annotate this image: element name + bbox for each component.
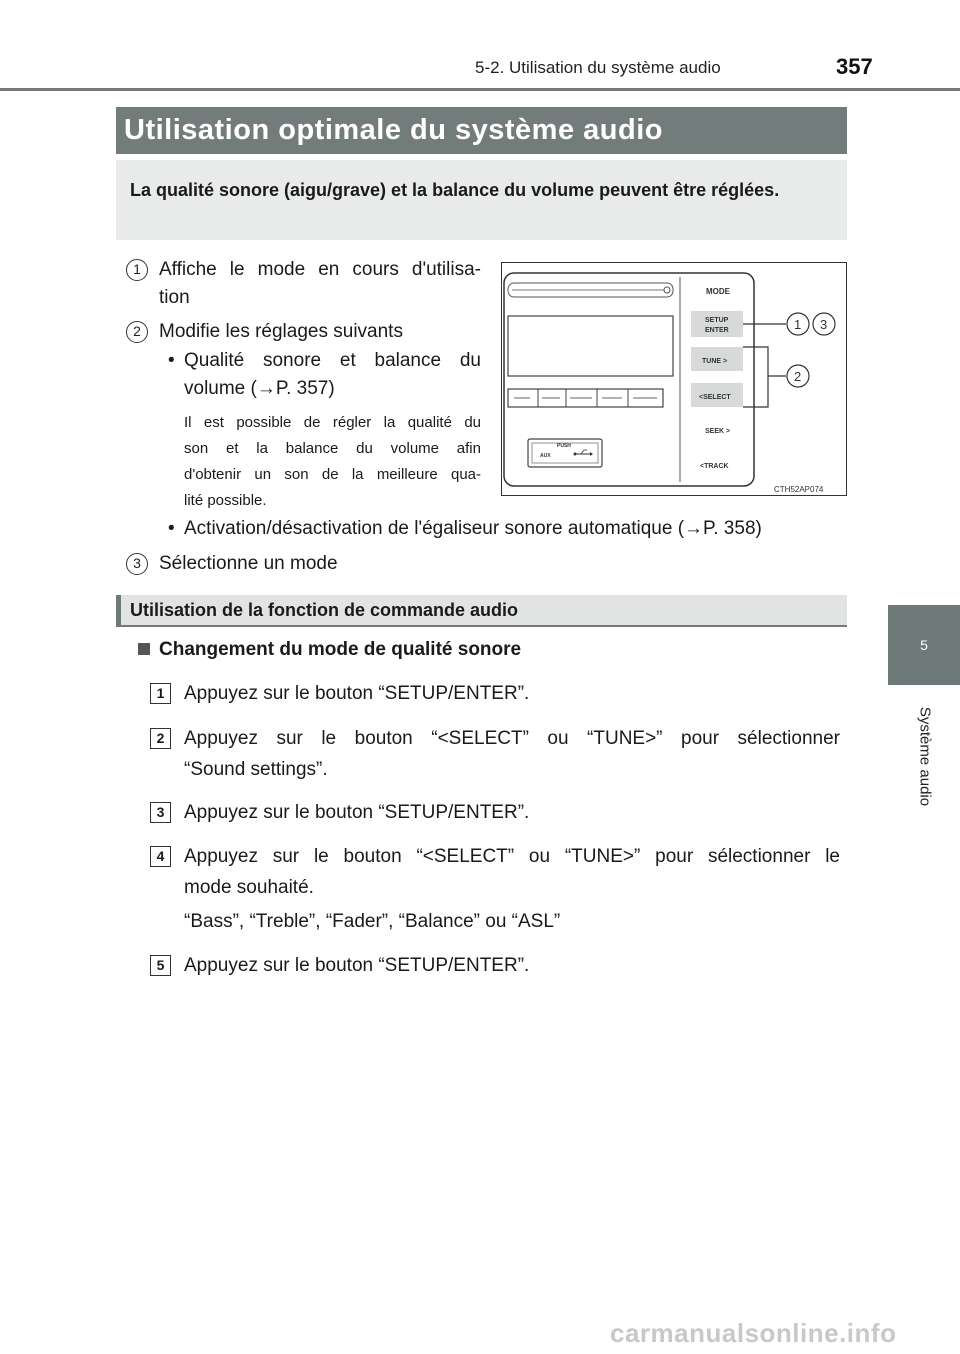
step-1-text: Appuyez sur le bouton “SETUP/ENTER”. xyxy=(184,683,530,704)
intro-text: La qualité sonore (aigu/grave) et la balance du volume peuvent être réglées. xyxy=(130,180,780,200)
tune-label: TUNE > xyxy=(702,358,728,365)
watermark: carmanualsonline.info xyxy=(610,1318,897,1348)
setup-label: SETUP xyxy=(705,317,729,324)
subsection-accent xyxy=(116,595,121,627)
figure-callout-1: 1 xyxy=(794,317,802,332)
step-1-number: 1 xyxy=(150,683,171,704)
callout-2-icon: 2 xyxy=(126,321,148,343)
step-4-text-line1: Appuyez sur le bouton “<SELECT” ou “TUNE>” pour sélectionner le xyxy=(184,846,840,867)
figure-callout-3: 3 xyxy=(820,317,828,332)
note-line-3: d'obtenir un son de la meilleure qua- xyxy=(184,466,481,483)
step-4-text-line2: mode souhaité. xyxy=(184,877,314,898)
page-number: 357 xyxy=(836,54,873,79)
square-bullet-icon xyxy=(138,643,150,655)
callout-3-icon: 3 xyxy=(126,553,148,575)
step-2-number: 2 xyxy=(150,728,171,749)
step-3-text: Appuyez sur le bouton “SETUP/ENTER”. xyxy=(184,802,530,823)
bullet-1-line1: Qualité sonore et balance du xyxy=(184,350,481,371)
note-line-4: lité possible. xyxy=(184,492,267,509)
note-line-1: Il est possible de régler la qualité du xyxy=(184,414,481,431)
step-4-options: “Bass”, “Treble”, “Fader”, “Balance” ou “ASL” xyxy=(184,911,561,932)
mode-button-label: MODE xyxy=(706,287,730,296)
push-label: PUSH xyxy=(557,443,571,449)
note-line-2: son et la balance du volume afin xyxy=(184,440,481,457)
callout-1-text-line1: Affiche le mode en cours d'utilisa- xyxy=(159,259,481,280)
callout-1-text-line2: tion xyxy=(159,287,190,308)
step-4-number: 4 xyxy=(150,846,171,867)
step-5-number: 5 xyxy=(150,955,171,976)
aux-label: AUX xyxy=(540,453,551,459)
enter-label: ENTER xyxy=(705,327,729,334)
page-title: Utilisation optimale du système audio xyxy=(116,107,847,154)
callout-3-text: Sélectionne un mode xyxy=(159,553,338,574)
step-2-text-line1: Appuyez sur le bouton “<SELECT” ou “TUNE>” pour sélectionner xyxy=(184,728,840,749)
section-header: 5-2. Utilisation du système audio xyxy=(475,58,721,77)
header-divider xyxy=(0,88,960,91)
select-label: <SELECT xyxy=(699,394,731,401)
step-3-number: 3 xyxy=(150,802,171,823)
track-label: <TRACK xyxy=(700,463,729,470)
figure-code: CTH52AP074 xyxy=(774,485,824,494)
callout-1-icon: 1 xyxy=(126,259,148,281)
subsection-title: Utilisation de la fonction de commande audio xyxy=(116,595,847,627)
bullet-2: Activation/désactivation de l'égaliseur sonore automatique (→P. 358) xyxy=(184,518,762,539)
audio-unit-figure xyxy=(501,262,847,496)
procedure-title: Changement du mode de qualité sonore xyxy=(159,639,522,660)
figure-callout-2: 2 xyxy=(794,369,802,384)
chapter-tab: 5 xyxy=(888,605,960,685)
audio-unit-illustration xyxy=(502,263,845,494)
usb-icon xyxy=(574,450,594,456)
bullet-dot: • xyxy=(168,350,175,371)
step-5-text: Appuyez sur le bouton “SETUP/ENTER”. xyxy=(184,955,530,976)
callout-2-text: Modifie les réglages suivants xyxy=(159,321,403,342)
chapter-label: Système audio xyxy=(916,706,934,807)
step-2-text-line2: “Sound settings”. xyxy=(184,759,328,780)
bullet-1-line2: volume (→P. 357) xyxy=(184,378,335,399)
intro-box xyxy=(116,160,847,240)
bullet-dot: • xyxy=(168,518,175,539)
seek-label: SEEK > xyxy=(705,428,731,435)
